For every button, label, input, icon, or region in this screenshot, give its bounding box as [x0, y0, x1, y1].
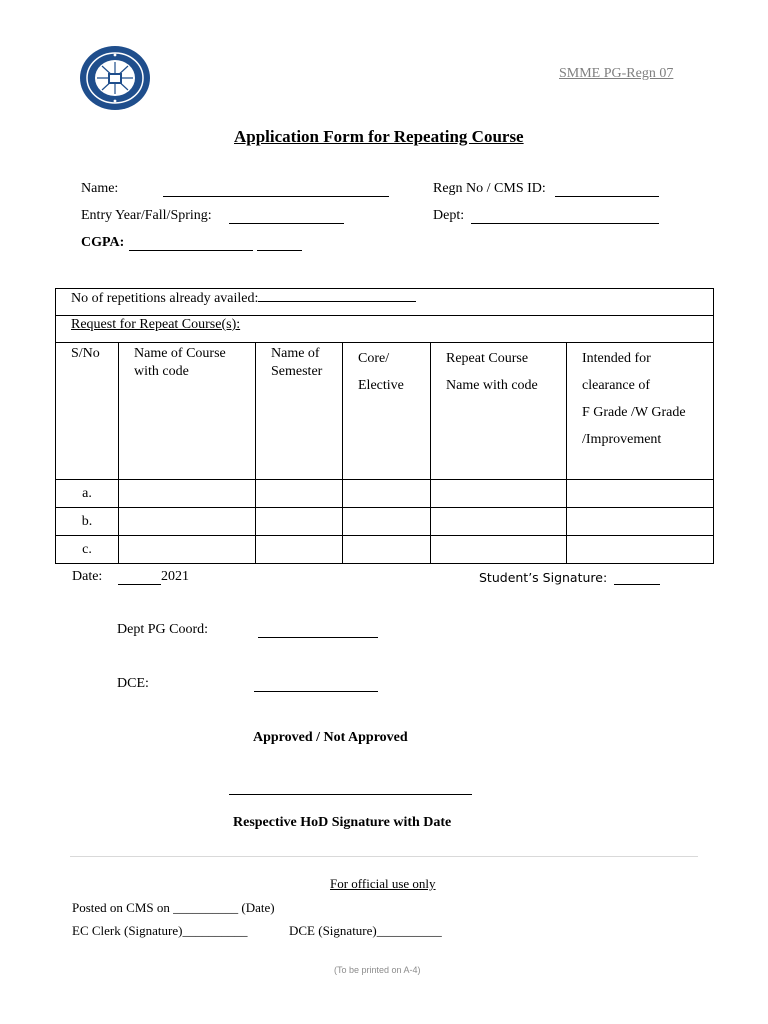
col-repeat-course-header: Repeat Course Name with code [431, 343, 567, 480]
table-row [56, 480, 714, 508]
dce-label: DCE: [117, 676, 149, 691]
pg-coord-field[interactable] [258, 637, 378, 638]
university-seal-logo [79, 45, 151, 111]
hod-signature-field[interactable] [229, 794, 472, 795]
cgpa-field[interactable] [129, 250, 253, 251]
row-repeat-cell[interactable] [431, 536, 567, 564]
col-course-header: Name of Course with code [119, 343, 256, 480]
form-title: Application Form for Repeating Course [234, 127, 524, 146]
row-semester-cell[interactable] [256, 508, 343, 536]
table-row [56, 508, 714, 536]
col-sno-header: S/No [56, 343, 119, 480]
row-core-cell[interactable] [343, 508, 431, 536]
name-field[interactable] [163, 196, 389, 197]
date-label: Date: [72, 569, 103, 584]
cgpa-field-extra[interactable] [257, 250, 302, 251]
divider [70, 856, 698, 857]
dce-field[interactable] [254, 691, 378, 692]
regn-label: Regn No / CMS ID: [433, 181, 546, 196]
repetitions-label: No of repetitions already availed: [71, 291, 259, 306]
row-course-cell[interactable] [119, 508, 256, 536]
dce-signature: DCE (Signature)__________ [289, 923, 442, 938]
row-sno: c. [56, 536, 119, 564]
pg-coord-label: Dept PG Coord: [117, 622, 208, 637]
row-core-cell[interactable] [343, 536, 431, 564]
hod-signature-label: Respective HoD Signature with Date [233, 815, 452, 830]
row-repeat-cell[interactable] [431, 508, 567, 536]
row-semester-cell[interactable] [256, 480, 343, 508]
row-course-cell[interactable] [119, 480, 256, 508]
row-repeat-cell[interactable] [431, 480, 567, 508]
name-label: Name: [81, 181, 119, 196]
row-sno: b. [56, 508, 119, 536]
cgpa-label: CGPA: [81, 235, 125, 250]
posted-on-cms: Posted on CMS on __________ (Date) [72, 900, 275, 915]
row-semester-cell[interactable] [256, 536, 343, 564]
regn-field[interactable] [555, 196, 659, 197]
ec-clerk-signature: EC Clerk (Signature)__________ [72, 923, 248, 938]
entry-year-field[interactable] [229, 223, 344, 224]
approval-status: Approved / Not Approved [253, 730, 408, 745]
row-sno: a. [56, 480, 119, 508]
col-semester-header: Name of Semester [256, 343, 343, 480]
col-intended-header: Intended for clearance of F Grade /W Grade /Improvement [567, 343, 714, 480]
date-year: 2021 [161, 569, 189, 584]
official-use-heading: For official use only [330, 876, 436, 891]
table-row [56, 536, 714, 564]
row-intended-cell[interactable] [567, 480, 714, 508]
repetitions-field-extra[interactable] [364, 290, 416, 302]
form-code: SMME PG-Regn 07 [559, 66, 674, 81]
repeat-course-table [55, 288, 714, 564]
dept-label: Dept: [433, 208, 465, 223]
student-signature-label: Student’s Signature: [479, 570, 608, 585]
repetitions-row [56, 289, 714, 316]
entry-year-label: Entry Year/Fall/Spring: [81, 208, 212, 223]
request-row [56, 316, 714, 343]
student-signature-field[interactable] [614, 584, 660, 585]
request-label: Request for Repeat Course(s): [71, 317, 241, 332]
repetitions-field[interactable] [258, 290, 364, 302]
print-note: (To be printed on A-4) [334, 965, 421, 975]
row-course-cell[interactable] [119, 536, 256, 564]
date-field[interactable] [118, 584, 161, 585]
row-core-cell[interactable] [343, 480, 431, 508]
col-core-elective-header: Core/ Elective [343, 343, 431, 480]
row-intended-cell[interactable] [567, 508, 714, 536]
row-intended-cell[interactable] [567, 536, 714, 564]
dept-field[interactable] [471, 223, 659, 224]
